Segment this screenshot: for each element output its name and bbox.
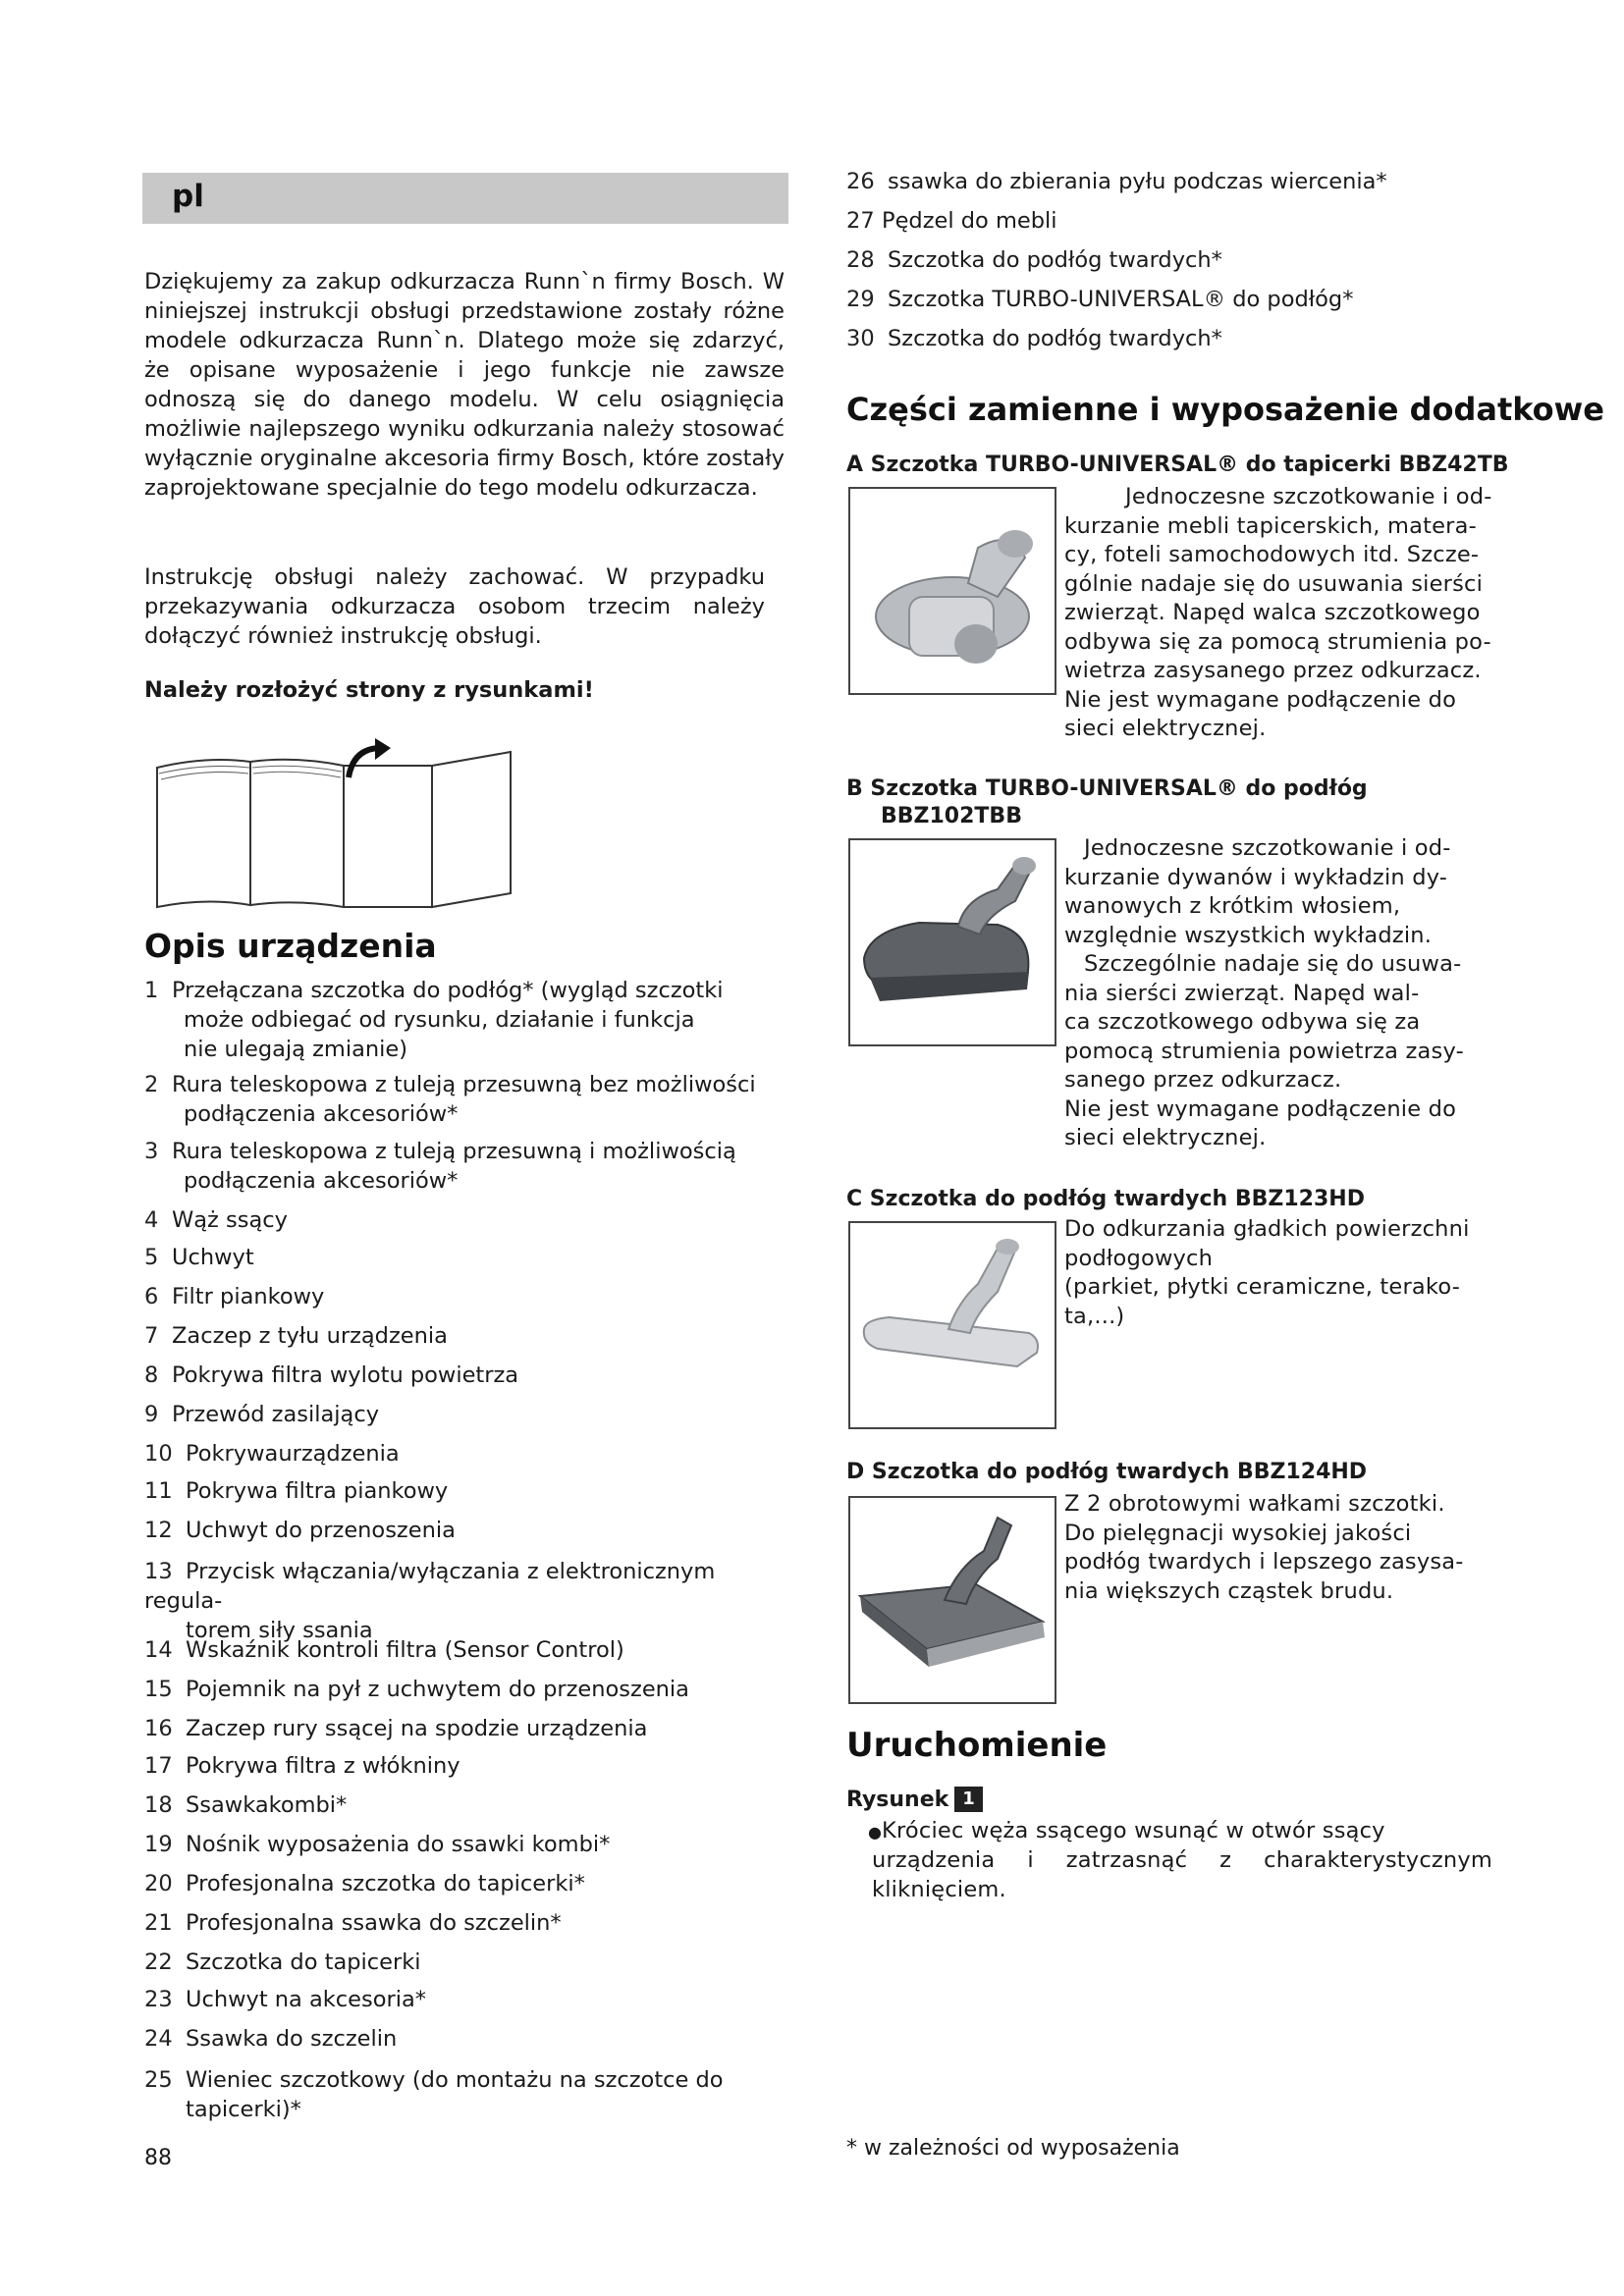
list-item: 10 Pokrywaurządzenia <box>144 1441 400 1467</box>
accessory-a-description: Jednoczesne szczotkowanie i od- kurzanie mebli tapicerskich, matera- cy, foteli samochodowych itd. Szcze- gólnie nadaje się do usuwania sierści zwierząt. Napęd walca szczotkowego odbywa się za pomocą strumienia po- wietrza zasysanego przez odkurzacz. Nie jest wymagane podłączenie do sieci elektrycznej. <box>1064 484 1492 741</box>
unfold-pages-illustration <box>147 738 560 915</box>
list-item: 15 Pojemnik na pył z uchwytem do przenoszenia <box>144 1677 689 1702</box>
list-item: 8 Pokrywa filtra wylotu powietrza <box>144 1362 519 1388</box>
list-item: 13 Przycisk włączania/wyłączania z elektronicznym regula- torem siły ssania <box>144 1559 716 1643</box>
list-item: 20 Profesjonalna szczotka do tapicerki* <box>144 1871 585 1896</box>
bullet-icon: ● <box>868 1823 883 1842</box>
upholstery-turbo-brush-image <box>848 487 1056 695</box>
list-item: 9 Przewód zasilający <box>144 1402 380 1427</box>
accessory-d-description: Z 2 obrotowymi wałkami szczotki. Do pielęgnacji wysokiej jakości podłóg twardych i lepszego zasysa- nia większych cząstek brudu. <box>1064 1491 1464 1604</box>
accessory-c-description: Do odkurzania gładkich powierzchni podłogowych (parkiet, płytki ceramiczne, terako- ta,...) <box>1064 1216 1470 1329</box>
hard-floor-brush-c-image <box>848 1221 1056 1429</box>
accessories-heading: Części zamienne i wyposażenie dodatkowe <box>846 391 1604 428</box>
list-item: 22 Szczotka do tapicerki <box>144 1949 421 1975</box>
accessory-c-title: C Szczotka do podłóg twardych BBZ123HD <box>846 1187 1365 1211</box>
list-item: 23 Uchwyt na akcesoria* <box>144 1987 427 2012</box>
page-number: 88 <box>144 2146 172 2170</box>
list-item: 29 Szczotka TURBO-UNIVERSAL® do podłóg* <box>846 287 1354 312</box>
list-item: 28 Szczotka do podłóg twardych* <box>846 247 1222 273</box>
list-item: 25 Wieniec szczotkowy (do montażu na szczotce do tapicerki)* <box>144 2067 724 2122</box>
list-item: 26 ssawka do zbierania pyłu podczas wiercenia* <box>846 169 1387 194</box>
list-item: 21 Profesjonalna ssawka do szczelin* <box>144 1910 562 1936</box>
floor-turbo-brush-image <box>848 838 1056 1046</box>
list-item: 12 Uchwyt do przenoszenia <box>144 1518 456 1543</box>
list-item: 16 Zaczep rury ssącej na spodzie urządzenia <box>144 1716 648 1741</box>
list-item: 6 Filtr piankowy <box>144 1284 325 1309</box>
list-item: 2 Rura teleskopowa z tuleją przesuwną bez możliwości podłączenia akcesoriów* <box>144 1072 756 1127</box>
language-header-bar <box>142 173 788 224</box>
startup-heading: Uruchomienie <box>846 1726 1108 1765</box>
list-item: 30 Szczotka do podłóg twardych* <box>846 326 1222 351</box>
keep-manual-paragraph: Instrukcję obsługi należy zachować. W przypadku przekazywania odkurzacza osobom trzecim należy dołączyć również instrukcję obsługi. <box>144 564 765 649</box>
language-code: pl <box>172 179 204 214</box>
accessory-b-description: Jednoczesne szczotkowanie i od- kurzanie dywanów i wykładzin dy- wanowych z krótkim włosiem, względnie wszystkich wykładzin. Szczególnie nadaje się do usuwa- nia sierści zwierząt. Napęd wal- ca szczotkowego odbywa się za pomocą strumienia powietrza zasy- sanego przez odkurzacz. Nie jest wymagane podłączenie do sieci elektrycznej. <box>1064 835 1464 1150</box>
figure-reference: Rysunek 1 <box>846 1787 983 1812</box>
footnote: * w zależności od wyposażenia <box>846 2136 1180 2161</box>
unfold-pages-note: Należy rozłożyć strony z rysunkami! <box>144 677 594 703</box>
list-item: 19 Nośnik wyposażenia do ssawki kombi* <box>144 1832 611 1857</box>
hard-floor-brush-d-image <box>848 1496 1056 1704</box>
list-item: 3 Rura teleskopowa z tuleją przesuwną i możliwością podłączenia akcesoriów* <box>144 1139 736 1194</box>
list-item: 7 Zaczep z tyłu urządzenia <box>144 1323 448 1349</box>
list-item: 4 Wąż ssący <box>144 1207 288 1233</box>
accessory-b-title: B Szczotka TURBO-UNIVERSAL® do podłóg BBZ102TBB <box>846 776 1368 828</box>
accessory-d-title: D Szczotka do podłóg twardych BBZ124HD <box>846 1460 1368 1484</box>
figure-number-badge: 1 <box>954 1787 983 1812</box>
intro-paragraph: Dziękujemy za zakup odkurzacza Runn`n firmy Bosch. W niniejszej instrukcji obsługi przedstawione zostały różne modele odkurzacza Runn`n. Dlatego może się zdarzyć, że opisane wyposażenie i jego funkcje nie zawsze odnoszą się do danego modelu. W celu osiągnięcia możliwie najlepszego wyniku odkurzania należy stosować wyłącznie oryginalne akcesoria firmy Bosch, które zostały zaprojektowane specjalnie do tego modelu odkurzacza. <box>144 269 785 501</box>
list-item: 1 Przełączana szczotka do podłóg* (wygląd szczotki może odbiegać od rysunku, działanie i funkcja nie ulegają zmianie) <box>144 978 724 1062</box>
list-item: 5 Uchwyt <box>144 1245 254 1270</box>
list-item: 27 Pędzel do mebli <box>846 208 1057 234</box>
device-description-heading: Opis urządzenia <box>144 927 437 965</box>
startup-instruction: ● Króciec węża ssącego wsunąć w otwór ssący urządzenia i zatrzasnąć z charakterystycznym kliknięciem. <box>868 1818 1492 1902</box>
accessory-a-title: A Szczotka TURBO-UNIVERSAL® do tapicerki BBZ42TB <box>846 453 1509 477</box>
list-item: 11 Pokrywa filtra piankowy <box>144 1478 449 1504</box>
list-item: 17 Pokrywa filtra z włókniny <box>144 1753 460 1779</box>
list-item: 14 Wskaźnik kontroli filtra (Sensor Control) <box>144 1637 624 1663</box>
list-item: 18 Ssawkakombi* <box>144 1792 348 1818</box>
list-item: 24 Ssawka do szczelin <box>144 2026 398 2052</box>
